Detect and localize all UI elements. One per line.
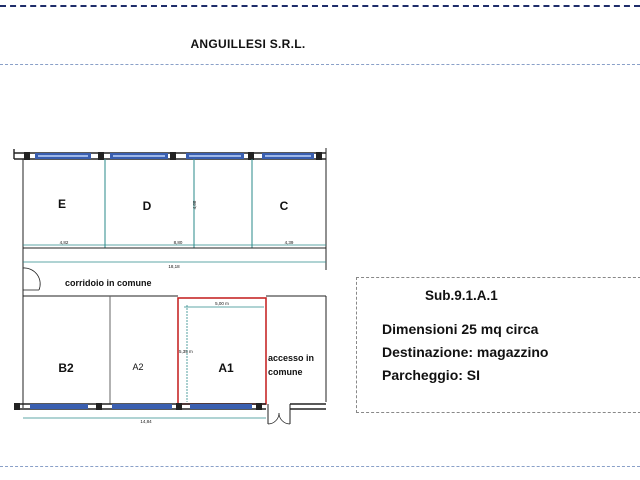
info-destination: Destinazione: magazzino (382, 344, 549, 360)
access-door (268, 404, 290, 424)
property-id: Sub.9.1.A.1 (425, 288, 498, 303)
upper-partitions (105, 159, 252, 248)
dim-a1-width: 5,00 m (215, 301, 229, 306)
room-label-c: C (279, 199, 289, 213)
top-windows (24, 152, 322, 160)
property-info-box (356, 277, 640, 413)
company-title: ANGUILLESI S.R.L. (190, 37, 306, 51)
room-label-b2: B2 (58, 361, 74, 375)
access-label-line1: accesso in (268, 353, 315, 363)
bottom-wall (14, 403, 326, 410)
dim-a1-height: 5,35 m (179, 349, 193, 354)
room-label-d: D (142, 199, 152, 213)
dim-total-width: 18,18 (168, 264, 180, 269)
corridor-door (23, 268, 40, 290)
dim-d-width: 8,80 (173, 240, 183, 245)
room-label-a1: A1 (218, 361, 234, 375)
dim-c-width: 4,39 (284, 240, 294, 245)
dim-d-height: 4,88 (192, 200, 197, 210)
access-label-line2: comune (268, 367, 303, 377)
info-parking: Parcheggio: SI (382, 367, 481, 383)
room-label-e: E (57, 197, 67, 211)
info-dimensions: Dimensioni 25 mq circa (382, 321, 539, 337)
room-label-a2: A2 (132, 362, 144, 372)
corridor-label: corridoio in comune (65, 278, 152, 288)
dim-bottom-width: 14,84 (140, 419, 152, 424)
dim-e-width: 4,82 (59, 240, 69, 245)
